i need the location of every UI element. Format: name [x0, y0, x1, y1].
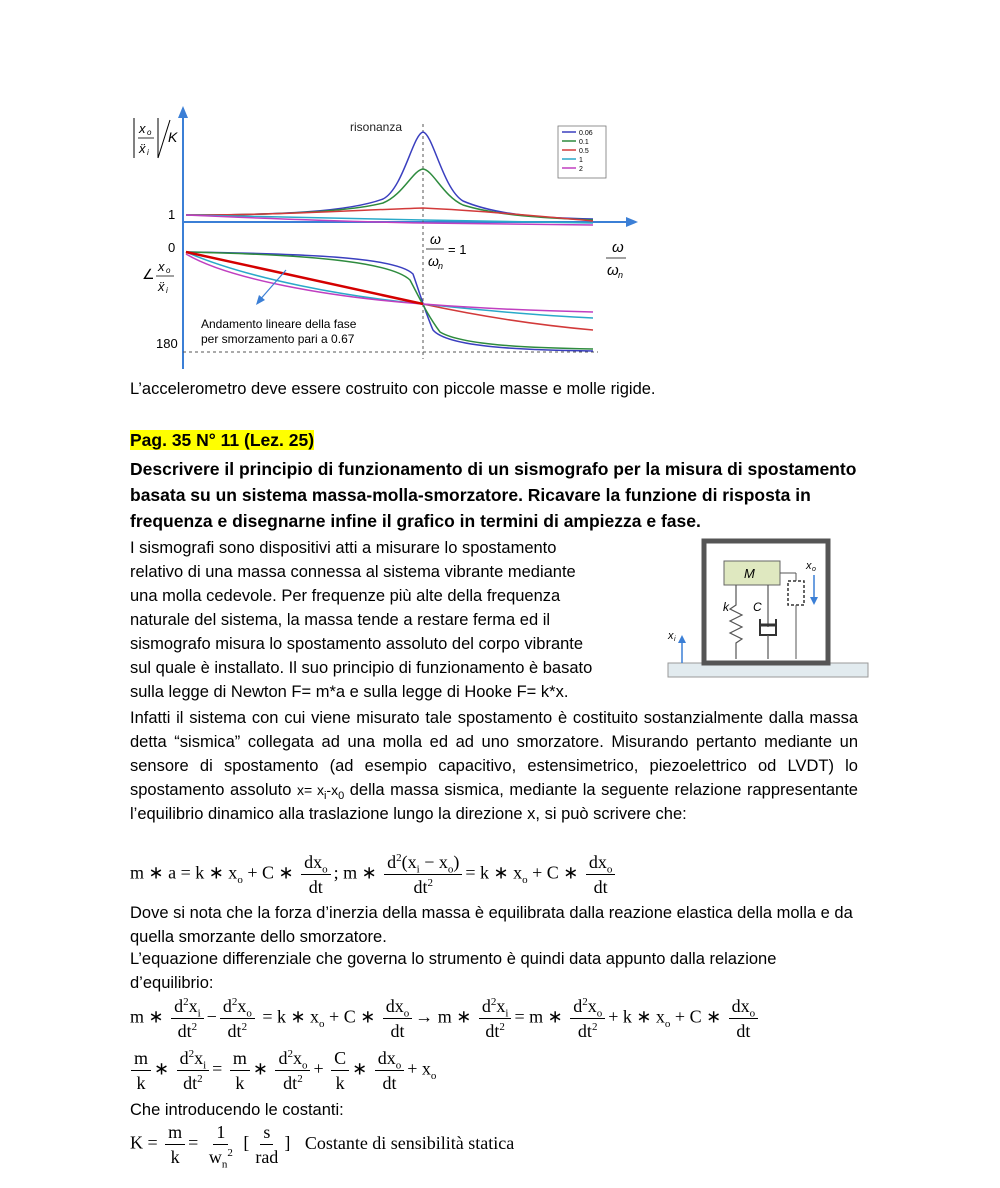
frequency-response-figure	[128, 104, 648, 379]
tick-zero: 0	[168, 240, 176, 255]
section-reference: Pag. 35 N° 11 (Lez. 25)	[130, 430, 315, 450]
spring-label: k	[723, 600, 729, 614]
svg-text:o: o	[166, 266, 171, 275]
section-reference-wrap	[130, 427, 314, 453]
svg-text:x: x	[806, 560, 812, 572]
svg-text:ω: ω	[607, 262, 619, 279]
seismograph-diagram	[660, 535, 872, 685]
svg-text:ω: ω	[428, 253, 439, 269]
svg-text:2: 2	[579, 166, 583, 173]
intro-paragraph	[130, 536, 650, 704]
svg-text:n: n	[438, 261, 444, 271]
ylabel-top-num: x	[139, 121, 146, 136]
intro-line: sulla legge di Newton F= m*a e sulla legge di Hooke F= k*x.	[130, 683, 569, 701]
svg-text:0.06: 0.06	[579, 130, 593, 137]
legend	[558, 126, 606, 178]
svg-text:ẍ: ẍ	[158, 279, 165, 294]
figure-caption: L’accelerometro deve essere costruito con piccole masse e molle rigide.	[130, 380, 656, 398]
sensitivity-label: Costante di sensibilità statica	[304, 1132, 515, 1153]
svg-text:o: o	[812, 566, 816, 573]
equation-3: $\frac{m}{k}$ ∗ $\frac{d^2x_i}{dt^2}$ = $\frac{m}{k}$ ∗ $\frac{d^2x_o}{dt^2}$ + $\frac{C}{k}$ ∗ $\frac{dx_o}{dt}$ + $x_o$	[128, 1046, 436, 1095]
intro-line: relativo di una massa connessa al sistema vibrante mediante	[130, 563, 576, 581]
mass-label: M	[744, 566, 755, 581]
phase-label-angle: ∠	[142, 266, 155, 282]
magnitude-curve-0.06	[186, 132, 593, 219]
svg-text:i: i	[674, 636, 676, 643]
intro-line: sul quale è installato. Il suo principio di funzionamento è basato	[130, 659, 593, 677]
omega-eq-one: = 1	[448, 242, 467, 257]
svg-text:i: i	[166, 286, 168, 295]
svg-text:o: o	[147, 128, 152, 137]
svg-text:x: x	[158, 259, 165, 274]
y-axis-arrow	[178, 106, 188, 118]
annotation-arrow	[258, 270, 286, 302]
paragraph-2: Infatti il sistema con cui viene misurato tale spostamento è costituito sostanzialmente dalla massa detta “sismica” collegata ad una molla ed ad uno smorzatore. Misurando pertanto mediante un sensore di spostamento (ad esempio capacitivo, estensimetrico, piezoelettrico od LVDT) lo spostamento assoluto $x= x_i-x_0$ della massa sismica, mediante la seguente relazione rappresentante l’equilibrio dinamico alla traslazione lungo la direzione x, si può scrivere che:	[130, 709, 858, 823]
intro-line: sismografo misura lo spostamento assoluto del corpo vibrante	[130, 635, 584, 653]
paragraph-5: Che introducendo le costanti:	[130, 1101, 344, 1119]
intro-line: naturale del sistema, la massa tende a restare ferma ed il	[130, 611, 551, 629]
ylabel-top-K: K	[168, 129, 178, 145]
intro-line: una molla cedevole. Per frequenze più alte della frequenza	[130, 587, 561, 605]
x-axis-arrow	[626, 217, 638, 227]
equation-2: m ∗ $\frac{d^2x_i}{dt^2}$ − $\frac{d^2x_o}{dt^2}$ = k ∗ $x_o + C$ ∗ $\frac{dx_o}{dt}$ → m ∗ $\frac{d^2x_i}{dt^2}$ = m ∗ $\frac{d^2x_o}{dt^2}$ + k ∗ $x_o + C$ ∗ $\frac{dx_o}{dt}$	[130, 994, 761, 1043]
svg-text:0.5: 0.5	[579, 148, 589, 155]
svg-text:ω: ω	[612, 239, 624, 256]
intro-line: I sismografi sono dispositivi atti a misurare lo spostamento	[130, 539, 557, 557]
annotation-arrowhead	[256, 295, 265, 305]
paragraph-4: L’equazione differenziale che governa lo strumento è quindi data appunto dalla relazione d’equilibrio:	[130, 950, 777, 992]
annotation-line2: per smorzamento pari a 0.67	[201, 332, 355, 346]
svg-text:1: 1	[579, 157, 583, 164]
svg-text:i: i	[147, 148, 149, 157]
paragraph-3: Dove si nota che la forza d’inerzia della massa è equilibrata dalla reazione elastica della molla e da quella smorzante dello smorzatore.	[130, 904, 853, 946]
linear-phase-line	[186, 252, 423, 304]
equation-1: m ∗ a = k ∗ $x_o + C$ ∗ $\frac{dx_o}{dt}$ ; m ∗ $\frac{d^2(x_i - x_o)}{dt^2}$ = k ∗ $x_o + C$ ∗ $\frac{dx_o}{dt}$	[130, 850, 618, 899]
equation-4: K = $\frac{m}{k}$ = $\frac{1}{w_n^2}$ [ $\frac{s}{\text{rad}}$ ] Costante di sensibilità statica	[130, 1122, 515, 1171]
svg-text:x: x	[668, 630, 674, 642]
phase-curve-2	[186, 254, 593, 312]
svg-text:ω: ω	[430, 231, 441, 247]
question-text: Descrivere il principio di funzionamento di un sismografo per la misura di spostamento basata su un sistema massa-molla-smorzatore. Ricavare la funzione di risposta in frequenza e disegnarne infine il grafico in termini di ampiezza e fase.	[130, 459, 857, 531]
resonance-label: risonanza	[350, 120, 403, 134]
svg-text:n: n	[618, 270, 624, 280]
svg-text:0.1: 0.1	[579, 139, 589, 146]
phase-curve-1	[186, 252, 593, 318]
damper-label: C	[753, 600, 762, 614]
tick-one: 1	[168, 207, 176, 222]
tick-180: 180	[156, 336, 178, 351]
annotation-line1: Andamento lineare della fase	[201, 317, 357, 331]
ylabel-top-den: ẍ	[139, 141, 146, 156]
